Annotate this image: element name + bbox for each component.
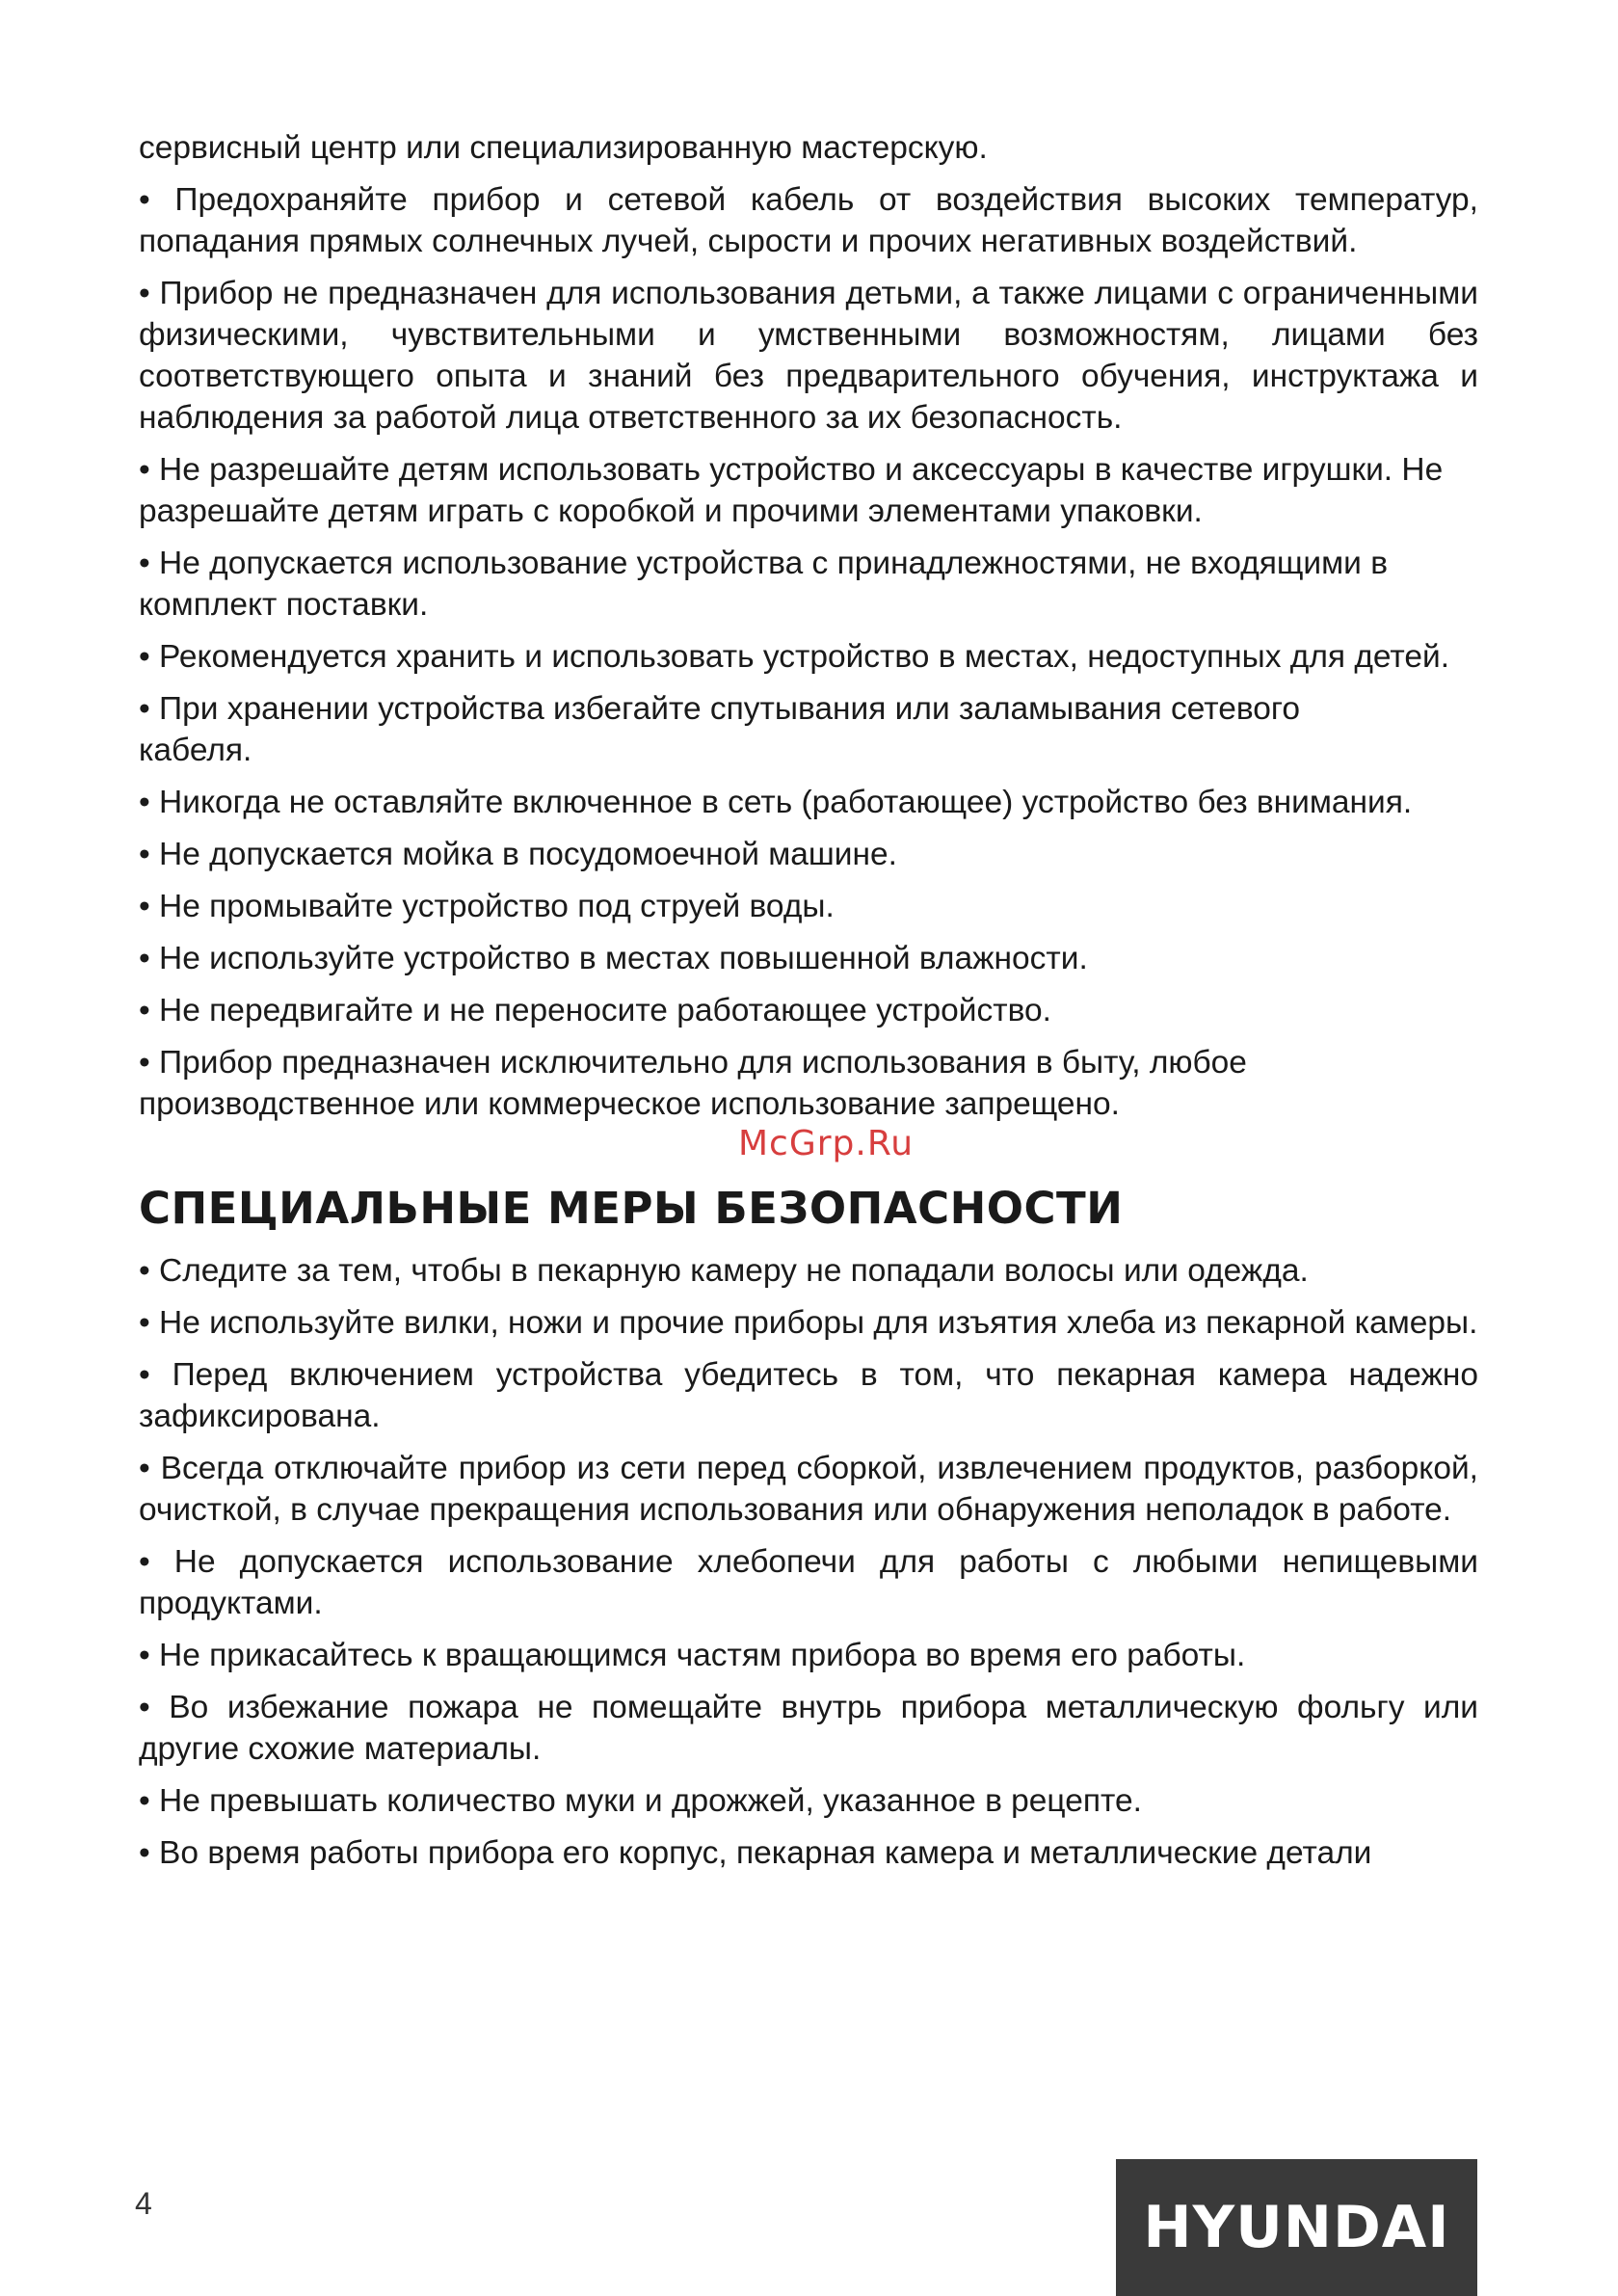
- special-item: • Во время работы прибора его корпус, пекарная камера и металлические детали: [139, 1835, 1372, 1871]
- safety-item: • Не используйте устройство в местах повышенной влажности.: [139, 941, 1088, 976]
- page-number: 4: [135, 2186, 152, 2221]
- special-item: • Не превышать количество муки и дрожжей, указанное в рецепте.: [139, 1783, 1142, 1819]
- safety-item: • Не промывайте устройство под струей воды.: [139, 889, 835, 924]
- general-safety-list: [139, 179, 1478, 1125]
- safety-item: • Не допускается использование устройства с принадлежностями, не входящими в комплект поставки.: [139, 546, 1388, 623]
- special-item: • Во избежание пожара не помещайте внутрь прибора металлическую фольгу или другие схожие материалы.: [139, 1690, 1478, 1767]
- special-item: • Перед включением устройства убедитесь в том, что пекарная камера надежно зафиксирована.: [139, 1357, 1478, 1434]
- safety-item: • Не разрешайте детям использовать устройство и аксессуары в качестве игрушки. Не разрешайте детям играть с коробкой и прочими элементами упаковки.: [139, 452, 1444, 529]
- safety-item: • Прибор предназначен исключительно для использования в быту, любое производственное или коммерческое использование запрещено.: [139, 1045, 1247, 1122]
- safety-item: • Прибор не предназначен для использования детьми, а также лицами с ограниченными физическими, чувствительными и умственными возможностям, лицами без соответствующего опыта и знаний без предварительного обучения, инструктажа и наблюдения за работой лица ответственного за их безопасность.: [139, 276, 1478, 436]
- safety-item: • Не передвигайте и не переносите работающее устройство.: [139, 993, 1051, 1028]
- safety-item: • Никогда не оставляйте включенное в сеть (работающее) устройство без внимания.: [139, 785, 1413, 820]
- brand-logo: [1116, 2159, 1477, 2296]
- special-safety-list: [139, 1250, 1478, 1874]
- special-item: • Не используйте вилки, ножи и прочие приборы для изъятия хлеба из пекарной камеры.: [139, 1305, 1478, 1341]
- safety-item: • Рекомендуется хранить и использовать устройство в местах, недоступных для детей.: [139, 639, 1450, 675]
- special-item: • Не прикасайтесь к вращающимся частям прибора во время его работы.: [139, 1638, 1246, 1673]
- section-title: СПЕЦИАЛЬНЫЕ МЕРЫ БЕЗОПАСНОСТИ: [139, 1183, 1124, 1234]
- safety-item: • Не допускается мойка в посудомоечной машине.: [139, 837, 897, 872]
- special-item: • Всегда отключайте прибор из сети перед сборкой, извлечением продуктов, разборкой, очисткой, в случае прекращения использования или обнаружения неполадок в работе.: [139, 1451, 1478, 1528]
- safety-item: • При хранении устройства избегайте спутывания или заламывания сетевого кабеля.: [139, 691, 1300, 768]
- brand-logo-text: HYUNDAI: [1143, 2194, 1450, 2261]
- watermark: McGrp.Ru: [738, 1124, 915, 1163]
- document-body: [139, 127, 1478, 1884]
- special-item: • Не допускается использование хлебопечи для работы с любыми непищевыми продуктами.: [139, 1544, 1478, 1621]
- intro-line: сервисный центр или специализированную мастерскую.: [139, 130, 988, 166]
- special-item: • Следите за тем, чтобы в пекарную камеру не попадали волосы или одежда.: [139, 1253, 1309, 1289]
- safety-item: • Предохраняйте прибор и сетевой кабель от воздействия высоких температур, попадания прямых солнечных лучей, сырости и прочих негативных воздействий.: [139, 182, 1478, 259]
